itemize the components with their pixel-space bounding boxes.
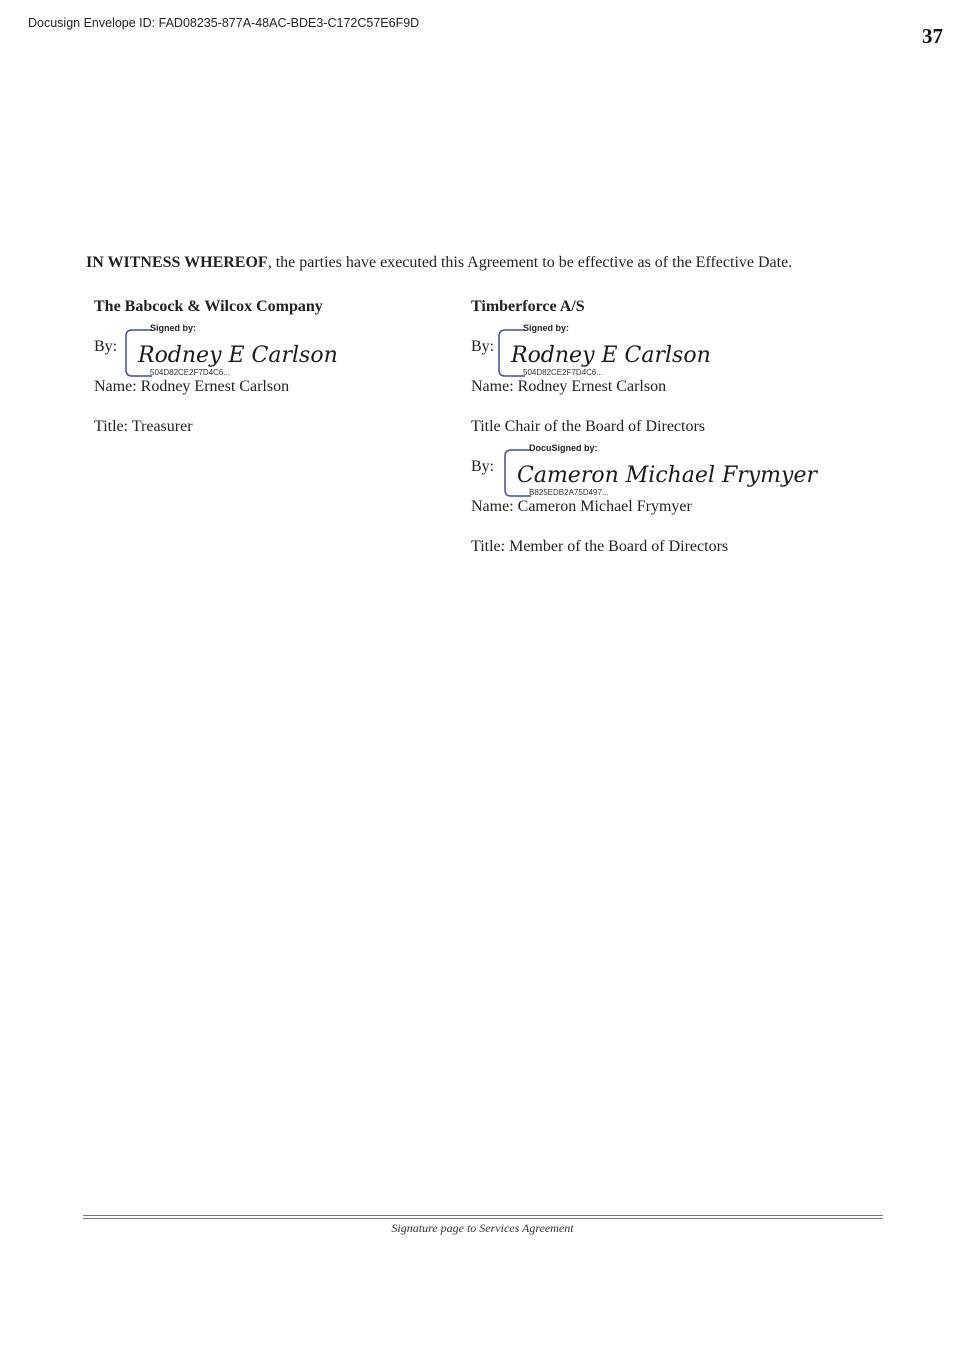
signature-label: DocuSigned by:	[529, 443, 598, 453]
party-company-name: Timberforce A/S	[471, 298, 585, 315]
signature-label: Signed by:	[523, 323, 570, 333]
signature-block[interactable]	[503, 443, 818, 506]
signer-title: Title: Treasurer	[94, 418, 193, 435]
signer-title: Title: Member of the Board of Directors	[471, 538, 729, 555]
signer-name: Name: Rodney Ernest Carlson	[471, 378, 667, 395]
footer-caption: Signature page to Services Agreement	[391, 1221, 574, 1235]
signer-title: Title Chair of the Board of Directors	[471, 418, 706, 435]
signature-text: Rodney E Carlson	[138, 343, 338, 368]
by-label: By:	[471, 458, 495, 475]
signature-hash: 504D82CE2F7D4C6...	[150, 368, 231, 377]
footer-rule	[83, 1218, 883, 1219]
footer-rule	[83, 1215, 883, 1216]
signature-hash: B825EDB2A75D497...	[529, 488, 609, 497]
party-company-name: The Babcock & Wilcox Company	[94, 298, 323, 315]
signature-block[interactable]	[497, 323, 737, 386]
by-label: By:	[471, 338, 495, 355]
signature-block[interactable]	[124, 323, 364, 386]
envelope-id: Docusign Envelope ID: FAD08235-877A-48AC-BDE3-C172C57E6F9D	[28, 16, 420, 30]
signature-text: Rodney E Carlson	[511, 343, 711, 368]
page-number: 37	[922, 24, 943, 48]
signature-hash: 504D82CE2F7D4C6...	[523, 368, 604, 377]
witness-text: , the parties have executed this Agreement to be effective as of the Effective Date.	[267, 254, 793, 271]
witness-heading: IN WITNESS WHEREOF	[86, 254, 268, 271]
witness-clause	[86, 254, 906, 272]
signature-label: Signed by:	[150, 323, 197, 333]
by-label: By:	[94, 338, 118, 355]
signature-text: Cameron Michael Frymyer	[517, 463, 818, 488]
signer-name: Name: Rodney Ernest Carlson	[94, 378, 290, 395]
signer-name: Name: Cameron Michael Frymyer	[471, 498, 692, 515]
